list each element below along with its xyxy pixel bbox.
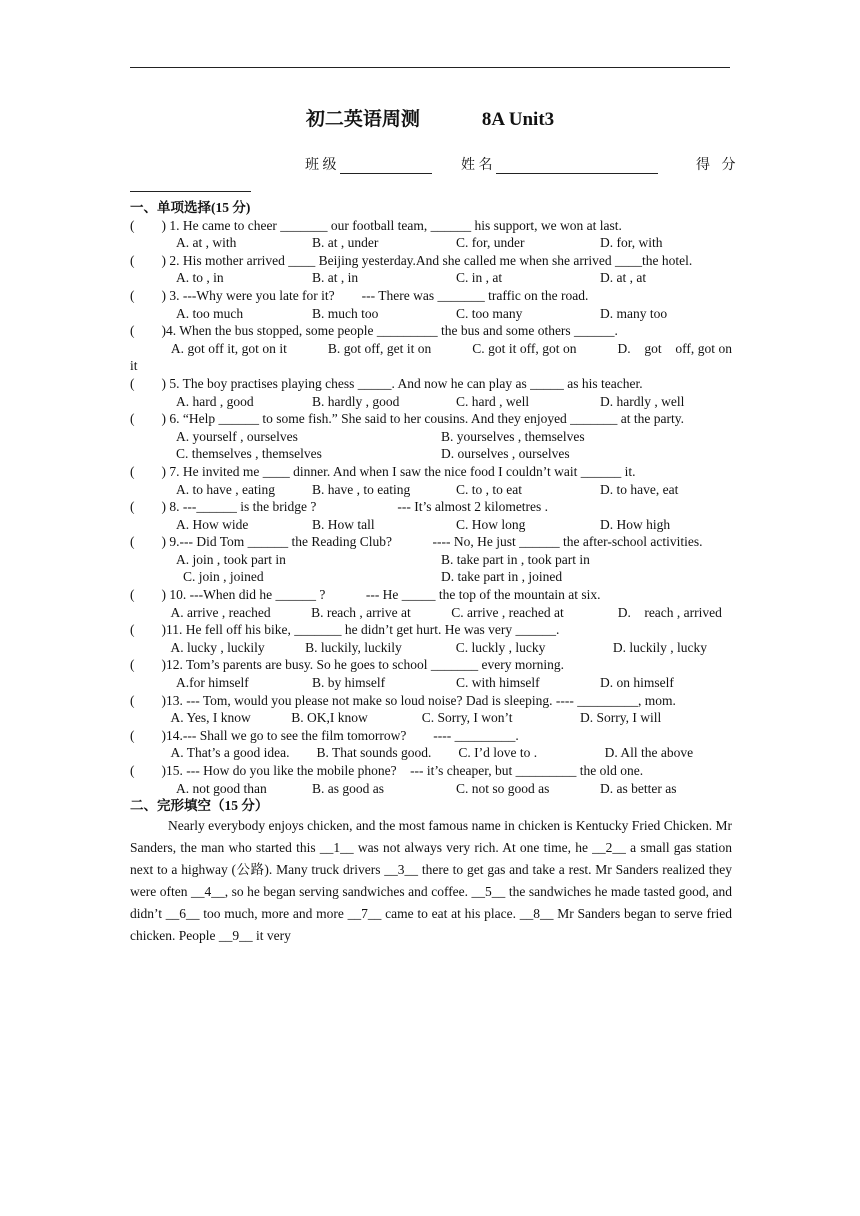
question-options: [130, 234, 732, 252]
question-options: [130, 393, 732, 411]
cloze-passage: Nearly everybody enjoys chicken, and the most famous name in chicken is Kentucky Fried Chicken. Mr Sanders, the man who started this __1__ was not always very rich. At one time, he __2__ a small gas station next to a highway (公路). Many truck drivers __3__ there to get gas and take a rest. Mr Sanders realized they were often __4__, so he began serving sandwiches and coffee. __5__ the sandwiches he made tasted good, and didn’t __6__ too much, more and more __7__ came to eat at his place. __8__ Mr Sanders began to serve fried chicken. People __9__ it very: [130, 817, 732, 943]
option-d: D. take part in , joined: [441, 569, 563, 585]
option-b: B. much too: [312, 305, 379, 321]
name-label: 姓 名: [461, 158, 493, 173]
question-stem: ( )4. When the bus stopped, some people _________ the bus and some others ______.: [130, 323, 618, 339]
class-label: 班 级: [305, 158, 337, 173]
question-options: A. Yes, I know B. OK,I know C. Sorry, I won’t D. Sorry, I will: [130, 710, 662, 726]
question-stem: ( )14.--- Shall we go to see the film tomorrow? ---- _________.: [130, 727, 519, 743]
question-options: [130, 305, 732, 323]
student-info: [305, 154, 658, 174]
title-chinese: 初二英语周测: [305, 109, 420, 130]
question-stem: ( ) 9.--- Did Tom ______ the Reading Club? ---- No, He just ______ the after-school activities.: [130, 534, 703, 550]
option-c: C. with himself: [456, 675, 540, 691]
question-stem: ( )15. --- How do you like the mobile phone? --- it’s cheaper, but _________ the old one.: [130, 763, 644, 778]
question-stem: ( ) 1. He came to cheer _______ our football team, ______ his support, we won at last.: [130, 217, 622, 233]
option-c: C. not so good as: [456, 780, 550, 796]
question-stem: ( ) 5. The boy practises playing chess _____. And now he can play as _____ as his teacher.: [130, 375, 643, 391]
option-b: B. at , in: [312, 270, 359, 286]
question-stem: ( ) 8. ---______ is the bridge ? --- It’s almost 2 kilometres .: [130, 499, 549, 515]
option-c: C. hard , well: [456, 393, 530, 409]
question-options: [130, 568, 732, 586]
option-d: D. as better as: [600, 780, 677, 796]
option-d: D. to have, eat: [600, 481, 679, 497]
question-options: [130, 551, 732, 569]
question-stem: ( )11. He fell off his bike, _______ he didn’t get hurt. He was very ______.: [130, 622, 560, 638]
option-b: B. yourselves , themselves: [441, 428, 585, 444]
question-options: [130, 516, 732, 534]
question-options: [130, 674, 732, 692]
score-field[interactable]: [130, 191, 251, 192]
section2-title: 二、完形填空（15 分）: [130, 798, 269, 814]
option-c: C. for, under: [456, 235, 525, 251]
option-d: D. at , at: [600, 270, 647, 286]
option-c: C. themselves , themselves: [176, 446, 322, 462]
question-options: A. lucky , luckily B. luckily, luckily C. luckly , lucky D. luckily , lucky: [130, 639, 707, 655]
option-c: C. too many: [456, 305, 523, 321]
option-b: B. have , to eating: [312, 481, 411, 497]
question-stem: ( ) 2. His mother arrived ____ Beijing yesterday.And she called me when she arrived ____the hotel.: [130, 252, 693, 268]
option-d: D. hardly , well: [600, 393, 685, 409]
option-c: C. to , to eat: [456, 481, 522, 497]
option-a: A. yourself , ourselves: [176, 428, 298, 444]
question-stem: ( ) 3. ---Why were you late for it? --- There was _______ traffic on the road.: [130, 287, 589, 303]
option-a: A. join , took part in: [176, 551, 286, 567]
option-b: B. by himself: [312, 675, 386, 691]
name-field[interactable]: [496, 159, 658, 174]
option-b: B. at , under: [312, 235, 379, 251]
option-a: A. to have , eating: [176, 481, 275, 497]
question-options: [130, 780, 732, 798]
option-d: D. for, with: [600, 235, 663, 251]
question-options: [130, 481, 732, 499]
option-a: A. to , in: [176, 270, 224, 286]
question-stem: ( ) 10. ---When did he ______ ? --- He _____ the top of the mountain at six.: [130, 587, 601, 603]
exam-content: [130, 199, 732, 947]
question-options: [130, 269, 732, 287]
section1-title: 一、单项选择(15 分): [130, 200, 251, 215]
option-c: C. join , joined: [183, 569, 264, 585]
option-c: C. in , at: [456, 270, 503, 286]
option-a: A. not good than: [176, 780, 267, 796]
class-field[interactable]: [340, 159, 432, 174]
option-b: B. How tall: [312, 516, 375, 532]
title-unit: 8A Unit3: [481, 109, 555, 130]
question-options: A. That’s a good idea. B. That sounds good. C. I’d love to . D. All the above: [130, 745, 694, 761]
question-stem: ( )12. Tom’s parents are busy. So he goes to school _______ every morning.: [130, 657, 564, 673]
option-a: A.for himself: [176, 675, 249, 691]
option-b: B. take part in , took part in: [441, 551, 590, 567]
option-a: A. too much: [176, 305, 244, 321]
score-label: 得 分: [696, 158, 740, 173]
option-d: D. ourselves , ourselves: [441, 446, 570, 462]
option-b: B. as good as: [312, 780, 384, 796]
question-options: A. got off it, got on it B. got off, get it on C. got it off, got on D. got off, got on it: [130, 340, 732, 374]
question-list: [130, 217, 732, 798]
option-d: D. How high: [600, 516, 671, 532]
option-a: A. at , with: [176, 235, 237, 251]
header-rule: [130, 67, 730, 68]
option-d: D. on himself: [600, 675, 674, 691]
option-a: A. How wide: [176, 516, 249, 532]
option-c: C. How long: [456, 516, 526, 532]
option-d: D. many too: [600, 305, 668, 321]
option-a: A. hard , good: [176, 393, 254, 409]
page-title: [0, 104, 860, 131]
question-stem: ( ) 6. “Help ______ to some fish.” She said to her cousins. And they enjoyed _______ at the party.: [130, 411, 685, 427]
question-options: [130, 428, 732, 446]
question-stem: ( )13. --- Tom, would you please not make so loud noise? Dad is sleeping. ---- _________, mom.: [130, 692, 676, 708]
option-b: B. hardly , good: [312, 393, 400, 409]
question-stem: ( ) 7. He invited me ____ dinner. And when I saw the nice food I couldn’t wait ______ it.: [130, 463, 636, 479]
question-options: A. arrive , reached B. reach , arrive at C. arrive , reached at D. reach , arrived: [130, 604, 722, 620]
question-options: [130, 445, 732, 463]
